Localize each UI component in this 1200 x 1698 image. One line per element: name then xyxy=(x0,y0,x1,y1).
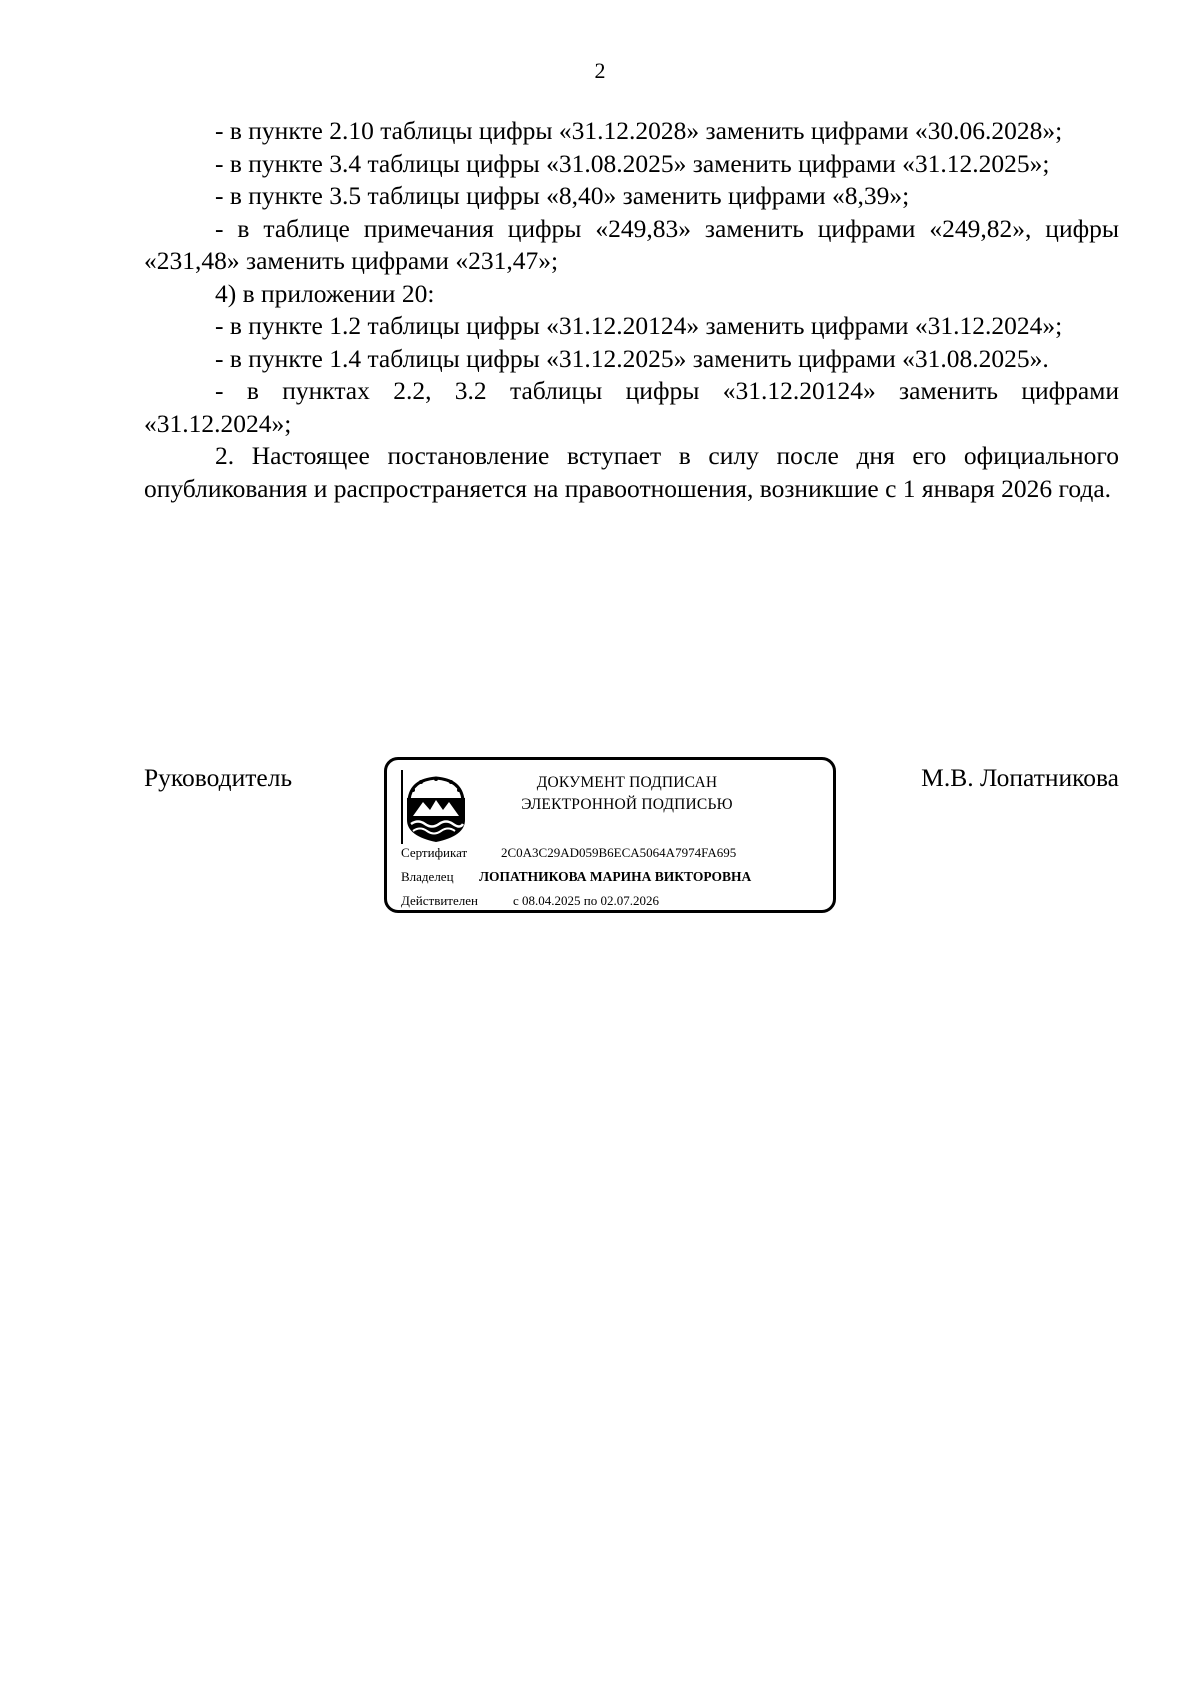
document-body xyxy=(144,115,1119,505)
signer-title: Руководитель xyxy=(144,763,293,792)
valid-label: Действителен xyxy=(401,893,478,908)
stamp-certificate-row xyxy=(401,845,737,861)
owner-label: Владелец xyxy=(401,869,454,884)
electronic-signature-stamp xyxy=(384,757,836,913)
paragraph: 4) в приложении 20: xyxy=(215,278,435,308)
certificate-value: 2C0A3C29AD059B6ECA5064A7974FA695 xyxy=(501,845,737,860)
stamp-heading-line: ДОКУМЕНТ ПОДПИСАН xyxy=(536,774,718,791)
coat-of-arms-emblem-icon xyxy=(401,770,471,844)
paragraph: - в таблице примечания цифры «249,83» заменить цифрами «249,82», цифры «231,48» заменить цифрами «231,47»; xyxy=(144,213,1119,275)
paragraph: - в пункте 2.10 таблицы цифры «31.12.2028» заменить цифрами «30.06.2028»; xyxy=(215,116,1063,145)
certificate-label: Сертификат xyxy=(401,845,468,860)
owner-value: ЛОПАТНИКОВА МАРИНА ВИКТОРОВНА xyxy=(479,869,752,884)
stamp-heading-line: ЭЛЕКТРОННОЙ ПОДПИСЬЮ xyxy=(521,796,733,813)
signer-name: М.В. Лопатникова xyxy=(921,763,1119,792)
stamp-heading xyxy=(487,772,767,816)
paragraph: 2. Настоящее постановление вступает в силу после дня его официального опубликования и распространяется на правоотношения, возникшие с 1 января 2026 года. xyxy=(144,441,1119,503)
paragraph: - в пункте 3.5 таблицы цифры «8,40» заменить цифрами «8,39»; xyxy=(215,181,910,210)
valid-value: с 08.04.2025 по 02.07.2026 xyxy=(513,893,659,908)
signature-block xyxy=(144,762,1119,922)
paragraph: - в пункте 3.4 таблицы цифры «31.08.2025» заменить цифрами «31.12.2025»; xyxy=(215,148,1050,178)
stamp-validity-row xyxy=(401,893,659,909)
page-number: 2 xyxy=(594,58,606,83)
paragraph: - в пункте 1.2 таблицы цифры «31.12.20124» заменить цифрами «31.12.2024»; xyxy=(215,311,1063,340)
paragraph: - в пунктах 2.2, 3.2 таблицы цифры «31.12.20124» заменить цифрами «31.12.2024»; xyxy=(144,376,1119,438)
paragraph: - в пункте 1.4 таблицы цифры «31.12.2025» заменить цифрами «31.08.2025». xyxy=(215,343,1049,373)
stamp-owner-row xyxy=(401,869,752,885)
